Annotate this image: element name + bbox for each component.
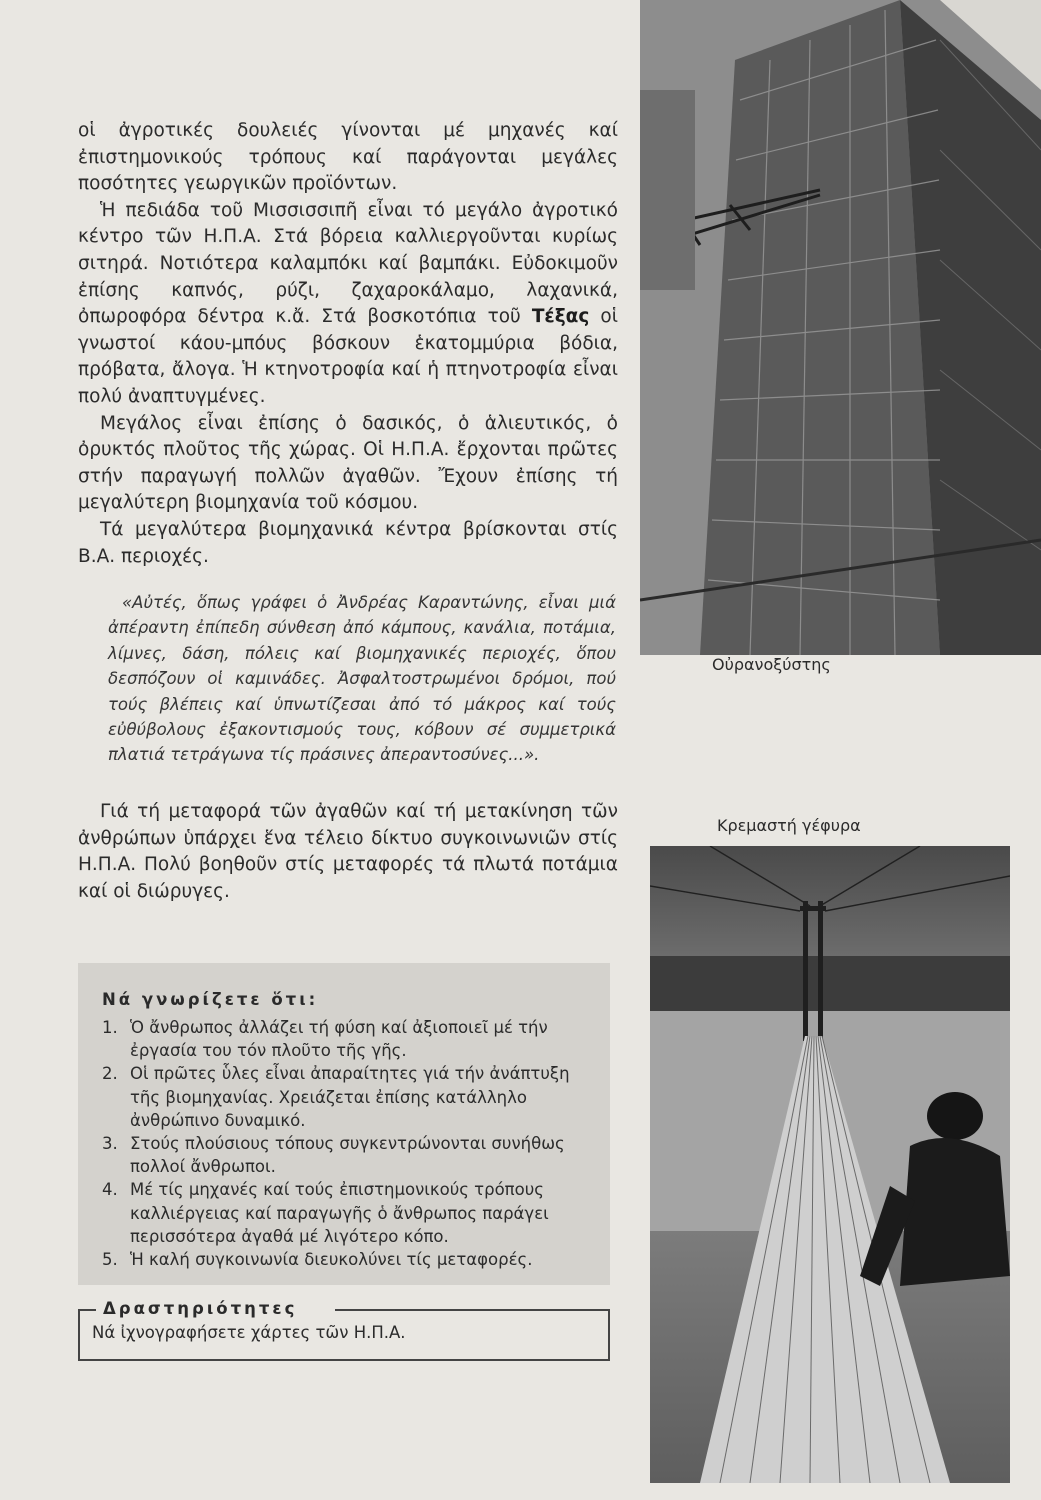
- paragraph-mississippi: Ἡ πεδιάδα τοῦ Μισσισσιπῆ εἶναι τό μεγάλο ἀγροτικό κέντρο τῶν Η.Π.Α. Στά βόρεια καλλιεργοῦνται κυρίως σιτηρά. Νοτιότερα καλαμπόκι καί βαμπάκι. Εὐδοκιμοῦν ἐπίσης καπνός, ρύζι, ζαχαροκάλαμο, λαχανικά, ὀπωροφόρα δέντρα κ.ἄ. Στά βοσκοτόπια τοῦ Τέξας οἱ γνωστοί κάου-μπόυς βόσκουν ἑκατομμύρια βόδια, πρόβατα, ἄλογα. Ἡ κτηνοτροφία καί ἡ πτηνοτροφία εἶναι πολύ ἀναπτυγμένες.: [78, 199, 618, 407]
- know-title: Νά γνωρίζετε ὅτι:: [102, 990, 319, 1009]
- quote-karantonis: «Αὐτές, ὅπως γράφει ὁ Ἀνδρέας Καραντώνης, εἶναι μιά ἀπέραντη ἐπίπεδη σύνθεση ἀπό κάμπους, κανάλια, ποτάμια, λίμνες, δάση, πόλεις καί βιομηχανικές περιοχές, ὅπου δεσπόζουν οἱ καμινάδες. Ἀσφαλτοστρωμένοι δρόμοι, πού τούς βλέπεις καί ὑπνωτίζεσαι ἀπό τό μάκρος καί τούς εὐθύβολους ἐξακοντισμούς τους, κόβουν σέ συμμετρικά πλατιά τετράγωνα τίς πράσινες ἀπεραντοσύνες...».: [108, 593, 616, 765]
- caption-skyscraper: Οὐρανοξύστης: [712, 655, 831, 674]
- activities-frame-line-left: [78, 1309, 96, 1311]
- list-item: 5. Ἡ καλή συγκοινωνία διευκολύνει τίς μεταφορές.: [102, 1250, 533, 1270]
- skyscraper-photo: [640, 0, 1041, 655]
- activities-title: Δραστηριότητες: [103, 1299, 298, 1318]
- paragraph-industry-centers: Τά μεγαλύτερα βιομηχανικά κέντρα βρίσκονται στίς Β.Α. περιοχές.: [78, 518, 618, 567]
- transport-text: Γιά τή μεταφορά τῶν ἀγαθῶν καί τή μετακίνηση τῶν ἀνθρώπων ὑπάρχει ἕνα τέλειο δίκτυο συγκοινωνιῶν στίς Η.Π.Α. Πολύ βοηθοῦν στίς μεταφορές τά πλωτά ποτάμια καί οἱ διώρυγες.: [78, 801, 618, 902]
- know-list: [102, 1016, 602, 1271]
- activities-text: Νά ἰχνογραφήσετε χάρτες τῶν Η.Π.Α.: [92, 1323, 406, 1342]
- caption-bridge: Κρεμαστή γέφυρα: [717, 816, 861, 835]
- list-item: 3. Στούς πλούσιους τόπους συγκεντρώνονται συνήθως πολλοί ἄνθρωποι.: [102, 1134, 565, 1177]
- list-item: 4. Μέ τίς μηχανές καί τούς ἐπιστημονικούς τρόπους καλλιέργειας καί παραγωγῆς ὁ ἄνθρωπος παράγει περισσότερα ἀγαθά μέ λιγότερο κόπο.: [102, 1180, 549, 1246]
- activities-frame-line-right: [335, 1309, 610, 1311]
- bridge-image: [650, 846, 1010, 1483]
- paragraph-resources: Μεγάλος εἶναι ἐπίσης ὁ δασικός, ὁ ἁλιευτικός, ὁ ὀρυκτός πλοῦτος τῆς χώρας. Οἱ Η.Π.Α. ἔρχονται πρῶτες στήν παραγωγή πολλῶν ἀγαθῶν. Ἔχουν ἐπίσης τή μεγαλύτερη βιομηχανία τοῦ κόσμου.: [78, 412, 618, 514]
- bold-texas: Τέξας: [531, 306, 590, 328]
- paragraph-agriculture-intro: οἱ ἀγροτικές δουλειές γίνονται μέ μηχανές καί ἐπιστημονικούς τρόπους καί παράγονται μεγάλες ποσότητες γεωργικῶν προϊόντων.: [78, 120, 618, 195]
- main-text: [78, 118, 618, 570]
- list-item: 2. Οἱ πρῶτες ὗλες εἶναι ἀπαραίτητες γιά τήν ἀνάπτυξη τῆς βιομηχανίας. Χρειάζεται ἐπίσης κατάλληλο ἀνθρώπινο δυναμικό.: [102, 1064, 570, 1130]
- bridge-photo: [650, 846, 1010, 1483]
- skyscraper-image: [640, 0, 1041, 655]
- list-item: 1. Ὁ ἄνθρωπος ἀλλάζει τή φύση καί ἀξιοποιεῖ μέ τήν ἐργασία του τόν πλοῦτο τῆς γῆς.: [102, 1018, 548, 1061]
